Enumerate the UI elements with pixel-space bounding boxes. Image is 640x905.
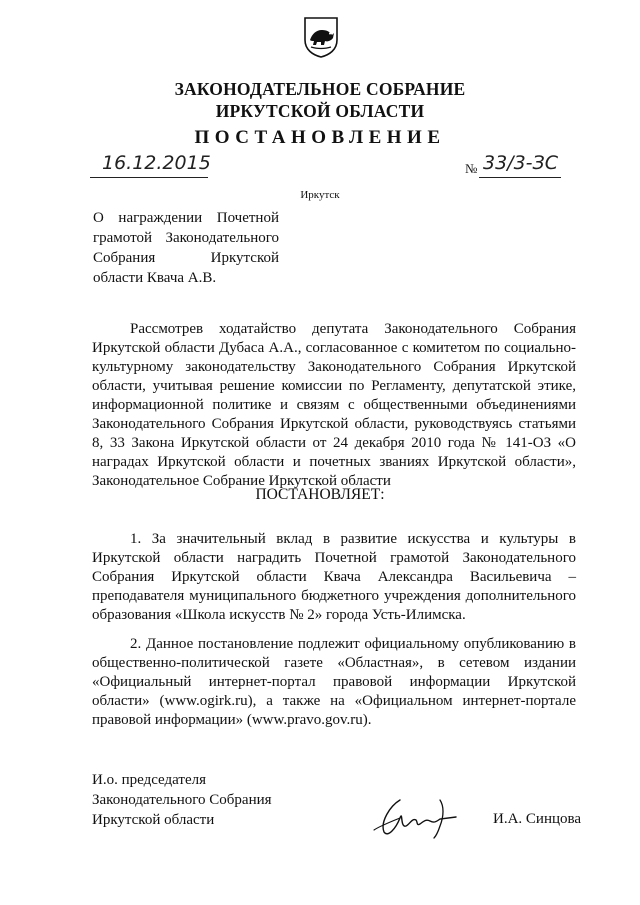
number-sign: № (465, 161, 478, 176)
subject-heading: О награждении Почетной грамотой Законодательного Собрания Иркутской области Квача А.В. (93, 210, 279, 286)
item-1-paragraph: 1. За значительный вклад в развитие искусства и культуры в Иркутской области наградить Почетной грамотой Законодательного Собрания Иркутской области Квача Александра Васильевича – преподавателя муниципального бюджетного учреждения дополнительного образования «Школа искусств № 2» города Усть-Илимска. (92, 531, 576, 623)
resolves-heading: ПОСТАНОВЛЯЕТ: (255, 486, 385, 503)
number-underline (479, 177, 561, 178)
document-date (90, 150, 211, 184)
city: Иркутск (300, 189, 340, 201)
signatory-title-line-3: Иркутской области (92, 812, 215, 828)
handwritten-number: 33/3-ЗС (483, 152, 558, 174)
document-type: ПОСТАНОВЛЕНИЕ (194, 127, 446, 148)
organization-name: ЗАКОНОДАТЕЛЬНОЕ СОБРАНИЕ (174, 79, 466, 99)
handwritten-signature (370, 792, 466, 842)
signer-name: И.А. Синцова (493, 811, 582, 827)
preamble-paragraph: Рассмотрев ходатайство депутата Законодательного Собрания Иркутской области Дубаса А.А., согласованное с комитетом по социально-культурному законодательству Законодательного Собрания Иркутской области, учитывая решение комиссии по Регламенту, депутатской этике, информационной политике и связям с общественными объединениями Законодательного Собрания Иркутской области, руководствуясь статьями 8, 33 Закона Иркутской области от 24 декабря 2010 года № 141-ОЗ «О наградах Иркутской области и почетных званиях Иркутской области», Законодательное Собрание Иркутской области (92, 321, 576, 489)
date-underline (90, 177, 208, 178)
organization-region: ИРКУТСКОЙ ОБЛАСТИ (215, 101, 425, 121)
handwritten-date: 16.12.2015 (102, 152, 211, 174)
coat-of-arms-icon (303, 16, 339, 58)
signatory-title-line-1: И.о. председателя (92, 772, 207, 788)
signatory-title (92, 770, 272, 830)
document-number (461, 150, 561, 184)
item-2-paragraph: 2. Данное постановление подлежит официальному опубликованию в общественно-политической газете «Областная», в сетевом издании «Официальный интернет-портал правовой информации Иркутской области» (www.ogirk.ru), а также на «Официальном интернет-портале правовой информации» (www.pravo.gov.ru). (92, 636, 576, 728)
signatory-title-line-2: Законодательного Собрания (92, 792, 272, 808)
